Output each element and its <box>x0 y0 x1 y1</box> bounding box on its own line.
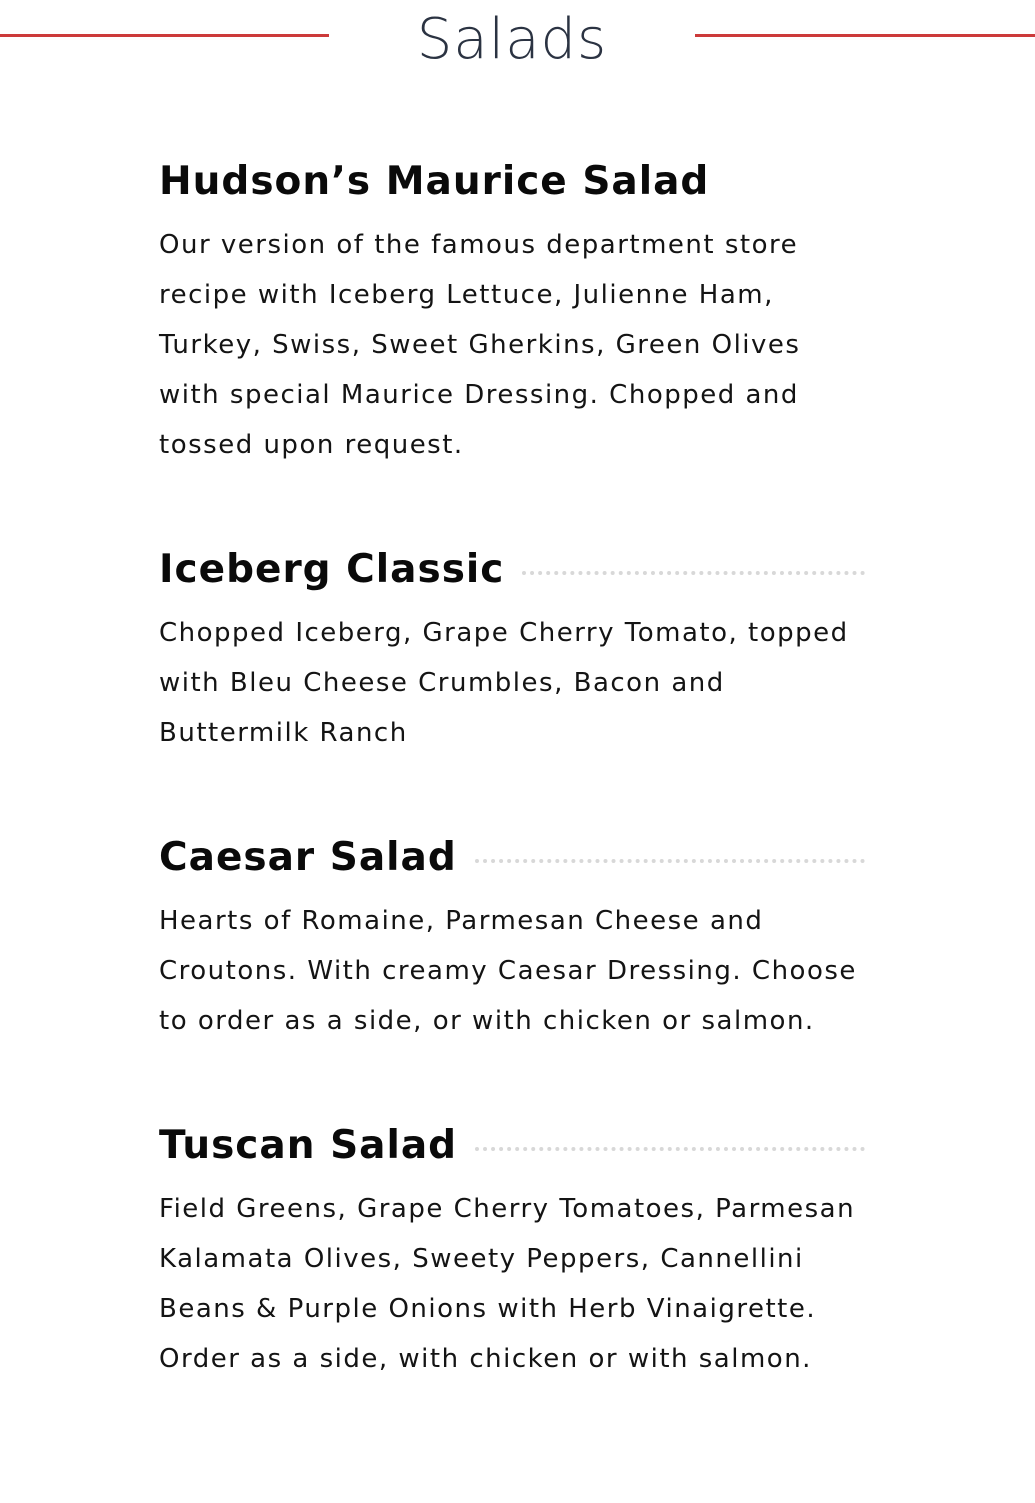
menu-item-header <box>159 1116 865 1176</box>
menu-item-description: Hearts of Romaine, Parmesan Cheese and Croutons. With creamy Caesar Dressing. Choose to order as a side, or with chicken or salmon. <box>159 906 857 1036</box>
menu-item-iceberg-classic <box>159 540 865 758</box>
menu-item-name: Tuscan Salad <box>159 1123 458 1168</box>
menu-item-header <box>159 828 865 888</box>
menu-item-description: Our version of the famous department store recipe with Iceberg Lettuce, Julienne Ham, Turkey, Swiss, Sweet Gherkins, Green Olives with special Maurice Dressing. Chopped and tossed upon request. <box>159 230 801 460</box>
menu-item-header <box>159 152 865 212</box>
menu-item-description: Chopped Iceberg, Grape Cherry Tomato, topped with Bleu Cheese Crumbles, Bacon and Buttermilk Ranch <box>159 618 849 748</box>
dotted-leader <box>475 859 865 863</box>
header-rule-right <box>695 34 1035 37</box>
menu-item-name: Caesar Salad <box>159 835 457 880</box>
menu-item-header <box>159 540 865 600</box>
dotted-leader <box>475 1147 865 1151</box>
menu-item-maurice-salad <box>159 152 865 470</box>
header-rule-left <box>0 34 329 37</box>
menu-item-name: Iceberg Classic <box>159 547 505 592</box>
section-title: Salads <box>416 7 608 72</box>
section-header <box>0 0 1035 80</box>
menu-item-tuscan-salad <box>159 1116 865 1384</box>
menu-item-name: Hudson’s Maurice Salad <box>159 159 710 204</box>
dotted-leader <box>522 571 865 575</box>
menu-item-description: Field Greens, Grape Cherry Tomatoes, Parmesan Kalamata Olives, Sweety Peppers, Cannellini Beans & Purple Onions with Herb Vinaigrette. Order as a side, with chicken or with salmon. <box>159 1194 856 1374</box>
menu-item-caesar-salad <box>159 828 865 1046</box>
menu-list <box>159 152 865 1454</box>
